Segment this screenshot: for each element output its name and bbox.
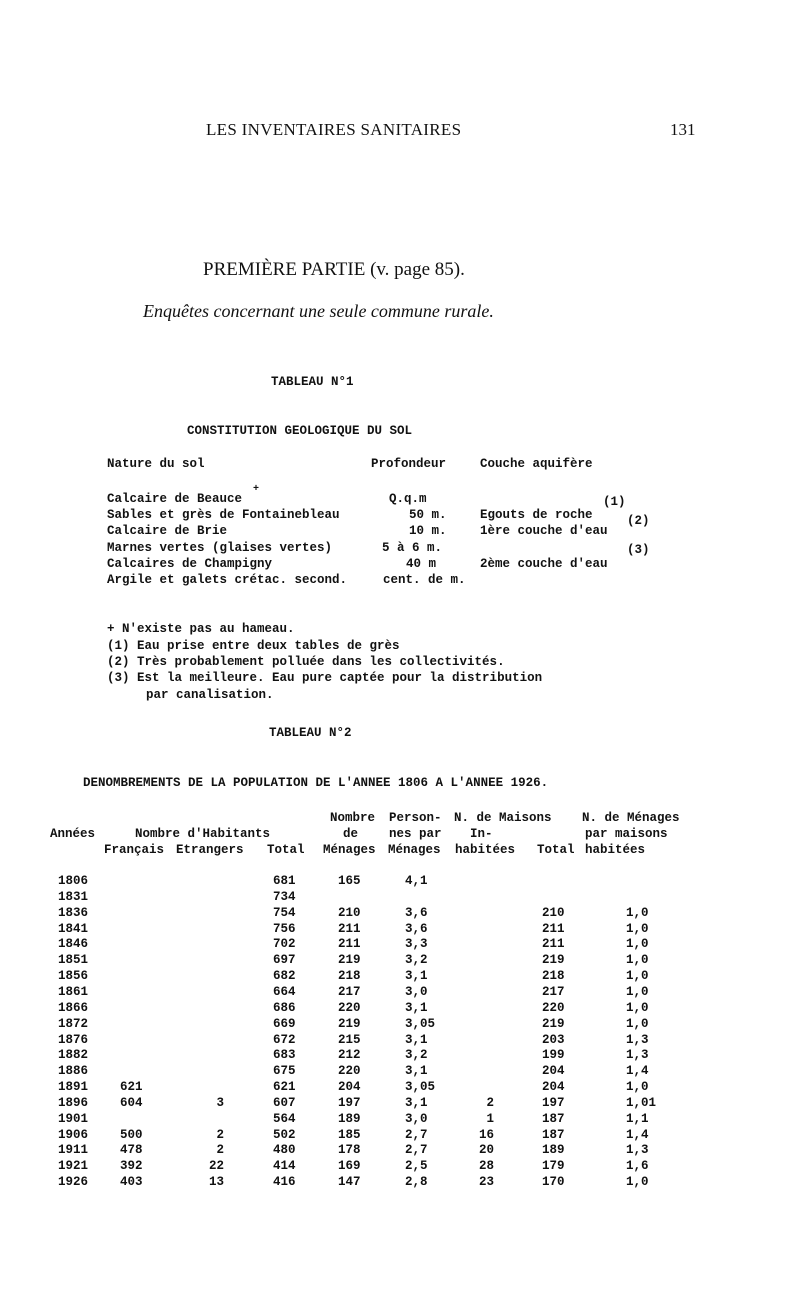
- table1-label: TABLEAU N°1: [271, 375, 354, 389]
- cell-total: 686: [273, 1001, 296, 1015]
- cell-personnes-par-menage: 2,7: [405, 1128, 428, 1142]
- cell-total: 416: [273, 1175, 296, 1189]
- cell-maisons-inhabitees: 1: [486, 1112, 494, 1126]
- header-maisons: N. de Maisons: [454, 811, 552, 825]
- cell-maisons-total: 204: [542, 1080, 565, 1094]
- cell-maisons-inhabitees: 28: [478, 1159, 494, 1173]
- footnote: (1) Eau prise entre deux tables de grès: [107, 639, 400, 653]
- cell-menages: 189: [338, 1112, 361, 1126]
- cell-menages-par-maison: 1,0: [626, 1001, 649, 1015]
- cell-personnes-par-menage: 3,3: [405, 937, 428, 951]
- cell-menages-par-maison: 1,0: [626, 969, 649, 983]
- header-inhabitees-1: In-: [470, 827, 493, 841]
- header-inhabitees-2: habitées: [455, 843, 516, 857]
- cell-etrangers: 22: [208, 1159, 224, 1173]
- cell-menages-par-maison: 1,6: [626, 1159, 649, 1173]
- cell-total: 664: [273, 985, 296, 999]
- cell-menages-par-maison: 1,0: [626, 1080, 649, 1094]
- cell-menages: 215: [338, 1033, 361, 1047]
- cell-personnes-par-menage: 3,1: [405, 1001, 428, 1015]
- geology-note: (3): [627, 543, 650, 557]
- cell-personnes-par-menage: 3,1: [405, 969, 428, 983]
- cell-year: 1841: [58, 922, 89, 936]
- cell-maisons-total: 199: [542, 1048, 565, 1062]
- cell-personnes-par-menage: 4,1: [405, 874, 428, 888]
- cell-menages-par-maison: 1,4: [626, 1128, 649, 1142]
- cell-personnes-par-menage: 3,2: [405, 1048, 428, 1062]
- cell-year: 1926: [58, 1175, 89, 1189]
- cell-total: 502: [273, 1128, 296, 1142]
- cell-etrangers: 2: [216, 1143, 224, 1157]
- cell-francais: 500: [120, 1128, 143, 1142]
- cell-francais: 604: [120, 1096, 143, 1110]
- cell-personnes-par-menage: 3,2: [405, 953, 428, 967]
- cell-menages: 211: [338, 937, 361, 951]
- cell-menages: 218: [338, 969, 361, 983]
- footnote-mark: +: [253, 484, 260, 495]
- cell-etrangers: 2: [216, 1128, 224, 1142]
- cell-menages-par-maison: 1,0: [626, 922, 649, 936]
- cell-francais: 621: [120, 1080, 143, 1094]
- header-personnes-2: nes par: [389, 827, 442, 841]
- geology-depth: Q.q.m: [389, 492, 427, 506]
- cell-maisons-inhabitees: 23: [478, 1175, 494, 1189]
- cell-menages-par-maison: 1,4: [626, 1064, 649, 1078]
- cell-menages-par-maison: 1,01: [626, 1096, 657, 1110]
- cell-maisons-total: 210: [542, 906, 565, 920]
- cell-year: 1866: [58, 1001, 89, 1015]
- header-annees: Années: [50, 827, 96, 841]
- footnote: (3) Est la meilleure. Eau pure captée pour la distribution: [107, 671, 543, 685]
- geology-nature: Calcaires de Champigny: [107, 557, 273, 571]
- cell-personnes-par-menage: 3,6: [405, 922, 428, 936]
- footnote-continuation: par canalisation.: [146, 688, 274, 702]
- cell-personnes-par-menage: 2,7: [405, 1143, 428, 1157]
- table2-label: TABLEAU N°2: [269, 726, 352, 740]
- running-title: LES INVENTAIRES SANITAIRES: [206, 120, 462, 139]
- cell-year: 1831: [58, 890, 89, 904]
- cell-menages: 185: [338, 1128, 361, 1142]
- cell-menages-par-maison: 1,0: [626, 1175, 649, 1189]
- part-title: PREMIÈRE PARTIE (v. page 85).: [203, 259, 465, 280]
- cell-maisons-total: 217: [542, 985, 565, 999]
- cell-total: 672: [273, 1033, 296, 1047]
- geology-depth: 50 m.: [409, 508, 447, 522]
- cell-total: 754: [273, 906, 296, 920]
- cell-maisons-total: 187: [542, 1112, 565, 1126]
- cell-menages: 178: [338, 1143, 361, 1157]
- cell-personnes-par-menage: 2,8: [405, 1175, 428, 1189]
- header-menages-maisons-1: N. de Ménages: [582, 811, 680, 825]
- header-personnes-1: Person-: [389, 811, 442, 825]
- cell-year: 1856: [58, 969, 89, 983]
- cell-total: 702: [273, 937, 296, 951]
- cell-total: 414: [273, 1159, 296, 1173]
- cell-total: 669: [273, 1017, 296, 1031]
- cell-personnes-par-menage: 3,0: [405, 1112, 428, 1126]
- cell-total: 675: [273, 1064, 296, 1078]
- col-header-couche: Couche aquifère: [480, 457, 593, 471]
- cell-menages-par-maison: 1,3: [626, 1048, 649, 1062]
- geology-depth: 10 m.: [409, 524, 447, 538]
- cell-etrangers: 13: [208, 1175, 224, 1189]
- geology-nature: Marnes vertes (glaises vertes): [107, 541, 333, 555]
- cell-menages: 165: [338, 874, 361, 888]
- cell-year: 1882: [58, 1048, 89, 1062]
- cell-menages: 212: [338, 1048, 361, 1062]
- geology-couche: 1ère couche d'eau: [480, 524, 608, 538]
- cell-menages: 217: [338, 985, 361, 999]
- cell-menages-par-maison: 1,0: [626, 937, 649, 951]
- cell-menages: 220: [338, 1001, 361, 1015]
- header-menages-2: de: [343, 827, 359, 841]
- cell-menages: 204: [338, 1080, 361, 1094]
- cell-total: 564: [273, 1112, 296, 1126]
- cell-maisons-inhabitees: 16: [478, 1128, 494, 1142]
- geology-note: (1): [603, 495, 626, 509]
- cell-maisons-total: 203: [542, 1033, 565, 1047]
- col-header-nature: Nature du sol: [107, 457, 205, 471]
- cell-year: 1861: [58, 985, 89, 999]
- cell-total: 756: [273, 922, 296, 936]
- cell-personnes-par-menage: 3,0: [405, 985, 428, 999]
- table2-title: DENOMBREMENTS DE LA POPULATION DE L'ANNEE 1806 A L'ANNEE 1926.: [83, 776, 549, 790]
- geology-note: (2): [627, 514, 650, 528]
- cell-menages-par-maison: 1,3: [626, 1143, 649, 1157]
- cell-francais: 403: [120, 1175, 143, 1189]
- cell-menages: 147: [338, 1175, 361, 1189]
- cell-personnes-par-menage: 3,05: [405, 1080, 436, 1094]
- cell-total: 682: [273, 969, 296, 983]
- cell-total: 734: [273, 890, 296, 904]
- header-menages-3: Ménages: [323, 843, 376, 857]
- header-menages-1: Nombre: [330, 811, 376, 825]
- cell-maisons-total: 211: [542, 937, 565, 951]
- cell-total: 681: [273, 874, 296, 888]
- cell-year: 1886: [58, 1064, 89, 1078]
- cell-total: 621: [273, 1080, 296, 1094]
- cell-year: 1836: [58, 906, 89, 920]
- cell-maisons-total: 220: [542, 1001, 565, 1015]
- cell-year: 1851: [58, 953, 89, 967]
- header-personnes-3: Ménages: [388, 843, 441, 857]
- header-maisons-total: Total: [537, 843, 575, 857]
- header-habitants: Nombre d'Habitants: [135, 827, 271, 841]
- cell-menages-par-maison: 1,0: [626, 953, 649, 967]
- cell-maisons-total: 170: [542, 1175, 565, 1189]
- geology-couche: Egouts de roche: [480, 508, 593, 522]
- part-subtitle: Enquêtes concernant une seule commune rurale.: [143, 301, 494, 321]
- header-menages-maisons-3: habitées: [585, 843, 646, 857]
- cell-personnes-par-menage: 3,05: [405, 1017, 436, 1031]
- cell-menages: 210: [338, 906, 361, 920]
- cell-maisons-total: 219: [542, 1017, 565, 1031]
- cell-personnes-par-menage: 3,6: [405, 906, 428, 920]
- geology-couche: 2ème couche d'eau: [480, 557, 608, 571]
- table1-title: CONSTITUTION GEOLOGIQUE DU SOL: [187, 424, 413, 438]
- cell-year: 1891: [58, 1080, 89, 1094]
- cell-menages: 197: [338, 1096, 361, 1110]
- geology-nature: Argile et galets crétac. second.: [107, 573, 348, 587]
- cell-year: 1896: [58, 1096, 89, 1110]
- cell-menages-par-maison: 1,0: [626, 1017, 649, 1031]
- geology-nature: Calcaire de Brie: [107, 524, 228, 538]
- cell-maisons-inhabitees: 2: [486, 1096, 494, 1110]
- cell-year: 1872: [58, 1017, 89, 1031]
- geology-depth: 5 à 6 m.: [382, 541, 443, 555]
- cell-total: 683: [273, 1048, 296, 1062]
- cell-maisons-inhabitees: 20: [478, 1143, 494, 1157]
- cell-menages: 219: [338, 953, 361, 967]
- page-number: 131: [670, 120, 696, 139]
- cell-etrangers: 3: [216, 1096, 224, 1110]
- geology-nature: Sables et grès de Fontainebleau: [107, 508, 340, 522]
- cell-francais: 392: [120, 1159, 143, 1173]
- geology-depth: 40 m: [406, 557, 437, 571]
- cell-maisons-total: 218: [542, 969, 565, 983]
- cell-maisons-total: 187: [542, 1128, 565, 1142]
- cell-maisons-total: 204: [542, 1064, 565, 1078]
- cell-total: 607: [273, 1096, 296, 1110]
- cell-year: 1921: [58, 1159, 89, 1173]
- geology-nature: Calcaire de Beauce: [107, 492, 243, 506]
- cell-year: 1901: [58, 1112, 89, 1126]
- cell-personnes-par-menage: 3,1: [405, 1033, 428, 1047]
- cell-menages-par-maison: 1,0: [626, 985, 649, 999]
- footnote: + N'existe pas au hameau.: [107, 622, 295, 636]
- cell-total: 480: [273, 1143, 296, 1157]
- cell-year: 1846: [58, 937, 89, 951]
- header-etrangers: Etrangers: [176, 843, 244, 857]
- footnote: (2) Très probablement polluée dans les collectivités.: [107, 655, 505, 669]
- header-menages-maisons-2: par maisons: [585, 827, 668, 841]
- cell-total: 697: [273, 953, 296, 967]
- geology-depth: cent. de m.: [383, 573, 466, 587]
- cell-maisons-total: 197: [542, 1096, 565, 1110]
- cell-maisons-total: 219: [542, 953, 565, 967]
- cell-menages: 219: [338, 1017, 361, 1031]
- header-francais: Français: [104, 843, 165, 857]
- cell-maisons-total: 211: [542, 922, 565, 936]
- cell-year: 1911: [58, 1143, 89, 1157]
- cell-year: 1906: [58, 1128, 89, 1142]
- cell-maisons-total: 179: [542, 1159, 565, 1173]
- cell-year: 1876: [58, 1033, 89, 1047]
- col-header-profondeur: Profondeur: [371, 457, 447, 471]
- cell-menages-par-maison: 1,0: [626, 906, 649, 920]
- cell-personnes-par-menage: 3,1: [405, 1064, 428, 1078]
- cell-menages: 211: [338, 922, 361, 936]
- cell-menages: 169: [338, 1159, 361, 1173]
- cell-menages: 220: [338, 1064, 361, 1078]
- header-total: Total: [267, 843, 305, 857]
- cell-personnes-par-menage: 3,1: [405, 1096, 428, 1110]
- cell-year: 1806: [58, 874, 89, 888]
- cell-personnes-par-menage: 2,5: [405, 1159, 428, 1173]
- cell-francais: 478: [120, 1143, 143, 1157]
- cell-maisons-total: 189: [542, 1143, 565, 1157]
- cell-menages-par-maison: 1,3: [626, 1033, 649, 1047]
- cell-menages-par-maison: 1,1: [626, 1112, 649, 1126]
